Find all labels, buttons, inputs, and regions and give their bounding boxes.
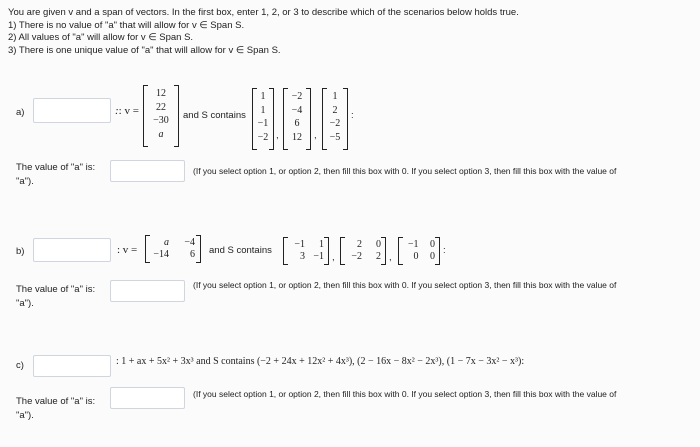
s-entry: −2 bbox=[329, 118, 341, 129]
s-entry: 2 bbox=[332, 104, 338, 116]
part-a-s-vector-2 bbox=[283, 88, 311, 150]
matrix-entry: 0 bbox=[413, 251, 419, 262]
s-entry: −5 bbox=[329, 131, 341, 143]
s-entry: −4 bbox=[291, 104, 303, 116]
value-label-line-1: The value of "a" is: bbox=[16, 162, 96, 173]
part-c-scenario-input[interactable] bbox=[33, 355, 111, 377]
matrix-entry: −1 bbox=[294, 239, 305, 250]
s-entry: 1 bbox=[332, 91, 338, 102]
matrix-entry: 0 bbox=[430, 239, 435, 250]
part-b-s-matrix-2 bbox=[340, 237, 386, 265]
s-entry: −1 bbox=[257, 118, 269, 129]
part-c-label: c) bbox=[16, 360, 24, 371]
part-c-hint: (If you select option 1, or option 2, then fill this box with 0. If you select option 3, then fill this box with the value of bbox=[193, 389, 617, 399]
part-b-and-s-contains: and S contains bbox=[209, 245, 272, 256]
value-label-line-2: "a"). bbox=[16, 298, 34, 309]
value-label-line-1: The value of "a" is: bbox=[16, 284, 96, 295]
part-a-and-s-contains: and S contains bbox=[183, 110, 246, 121]
part-b-hint: (If you select option 1, or option 2, then fill this box with 0. If you select option 3, then fill this box with the value of bbox=[193, 280, 617, 290]
v-entry: 12 bbox=[156, 88, 166, 99]
separator: , bbox=[389, 252, 392, 263]
separator: , bbox=[332, 252, 335, 263]
separator: , bbox=[314, 130, 317, 141]
part-b-v-equals: : v = bbox=[117, 244, 138, 256]
part-a-hint: (If you select option 1, or option 2, then fill this box with 0. If you select option 3, then fill this box with the value of bbox=[193, 166, 617, 176]
part-b-label: b) bbox=[16, 246, 25, 257]
part-b-value-label bbox=[16, 284, 95, 309]
s-entry: −2 bbox=[257, 131, 269, 143]
separator: , bbox=[276, 130, 279, 141]
part-a-v-equals: :: v = bbox=[115, 105, 139, 117]
part-a-v-vector bbox=[143, 85, 179, 147]
part-a-value-label bbox=[16, 162, 95, 187]
matrix-entry: −1 bbox=[407, 239, 419, 250]
separator: : bbox=[443, 245, 446, 256]
part-a-label: a) bbox=[16, 107, 25, 118]
value-label-line-1: The value of "a" is: bbox=[16, 396, 96, 407]
scenario-1: 1) There is no value of "a" that will allow for v ∈ Span S. bbox=[8, 19, 245, 31]
part-b-s-matrix-1 bbox=[283, 237, 329, 265]
matrix-entry: −14 bbox=[153, 249, 169, 260]
instructions-line-1: You are given v and a span of vectors. In the first box, enter 1, 2, or 3 to describe which of the scenarios below holds true. bbox=[8, 7, 519, 18]
matrix-entry: −4 bbox=[184, 237, 195, 248]
part-c-polynomials: : 1 + ax + 5x² + 3x³ and S contains (−2 + 24x + 12x² + 4x³), (2 − 16x − 8x² − 2x³), (1 − 7x − 3x² − x³): bbox=[116, 356, 525, 367]
separator: : bbox=[351, 110, 354, 121]
part-b-s-matrix-3 bbox=[398, 237, 440, 265]
matrix-entry: 2 bbox=[376, 251, 381, 262]
matrix-entry: 6 bbox=[190, 249, 195, 260]
scenario-3: 3) There is one unique value of "a" that will allow for v ∈ Span S. bbox=[8, 44, 281, 56]
s-entry: 1 bbox=[260, 91, 266, 102]
s-entry: −2 bbox=[291, 91, 303, 102]
part-a-s-vector-1 bbox=[252, 88, 274, 150]
part-b-v-matrix bbox=[145, 235, 201, 263]
value-label-line-2: "a"). bbox=[16, 176, 34, 187]
part-a-s-vector-3 bbox=[322, 88, 348, 150]
s-entry: 6 bbox=[294, 118, 300, 129]
part-c-value-label bbox=[16, 396, 95, 421]
v-entry: −30 bbox=[153, 115, 169, 126]
scenario-2: 2) All values of "a" will allow for v ∈ Span S. bbox=[8, 32, 194, 43]
part-c-value-input[interactable] bbox=[110, 387, 185, 409]
value-label-line-2: "a"). bbox=[16, 410, 34, 421]
matrix-entry: 2 bbox=[357, 239, 362, 250]
s-entry: 1 bbox=[260, 104, 266, 116]
matrix-entry: −1 bbox=[313, 251, 324, 262]
matrix-entry: 3 bbox=[300, 251, 305, 262]
v-entry: 22 bbox=[156, 101, 166, 113]
matrix-entry: 1 bbox=[319, 239, 324, 250]
part-b-scenario-input[interactable] bbox=[33, 238, 111, 262]
part-a-value-input[interactable] bbox=[110, 160, 185, 182]
instructions bbox=[8, 7, 519, 57]
part-a-scenario-input[interactable] bbox=[33, 98, 111, 123]
matrix-entry: a bbox=[164, 237, 169, 248]
matrix-entry: 0 bbox=[430, 251, 435, 262]
part-b-value-input[interactable] bbox=[110, 280, 185, 302]
matrix-entry: −2 bbox=[351, 251, 362, 262]
s-entry: 12 bbox=[292, 131, 302, 143]
matrix-entry: 0 bbox=[376, 239, 381, 250]
v-entry: a bbox=[158, 128, 164, 140]
